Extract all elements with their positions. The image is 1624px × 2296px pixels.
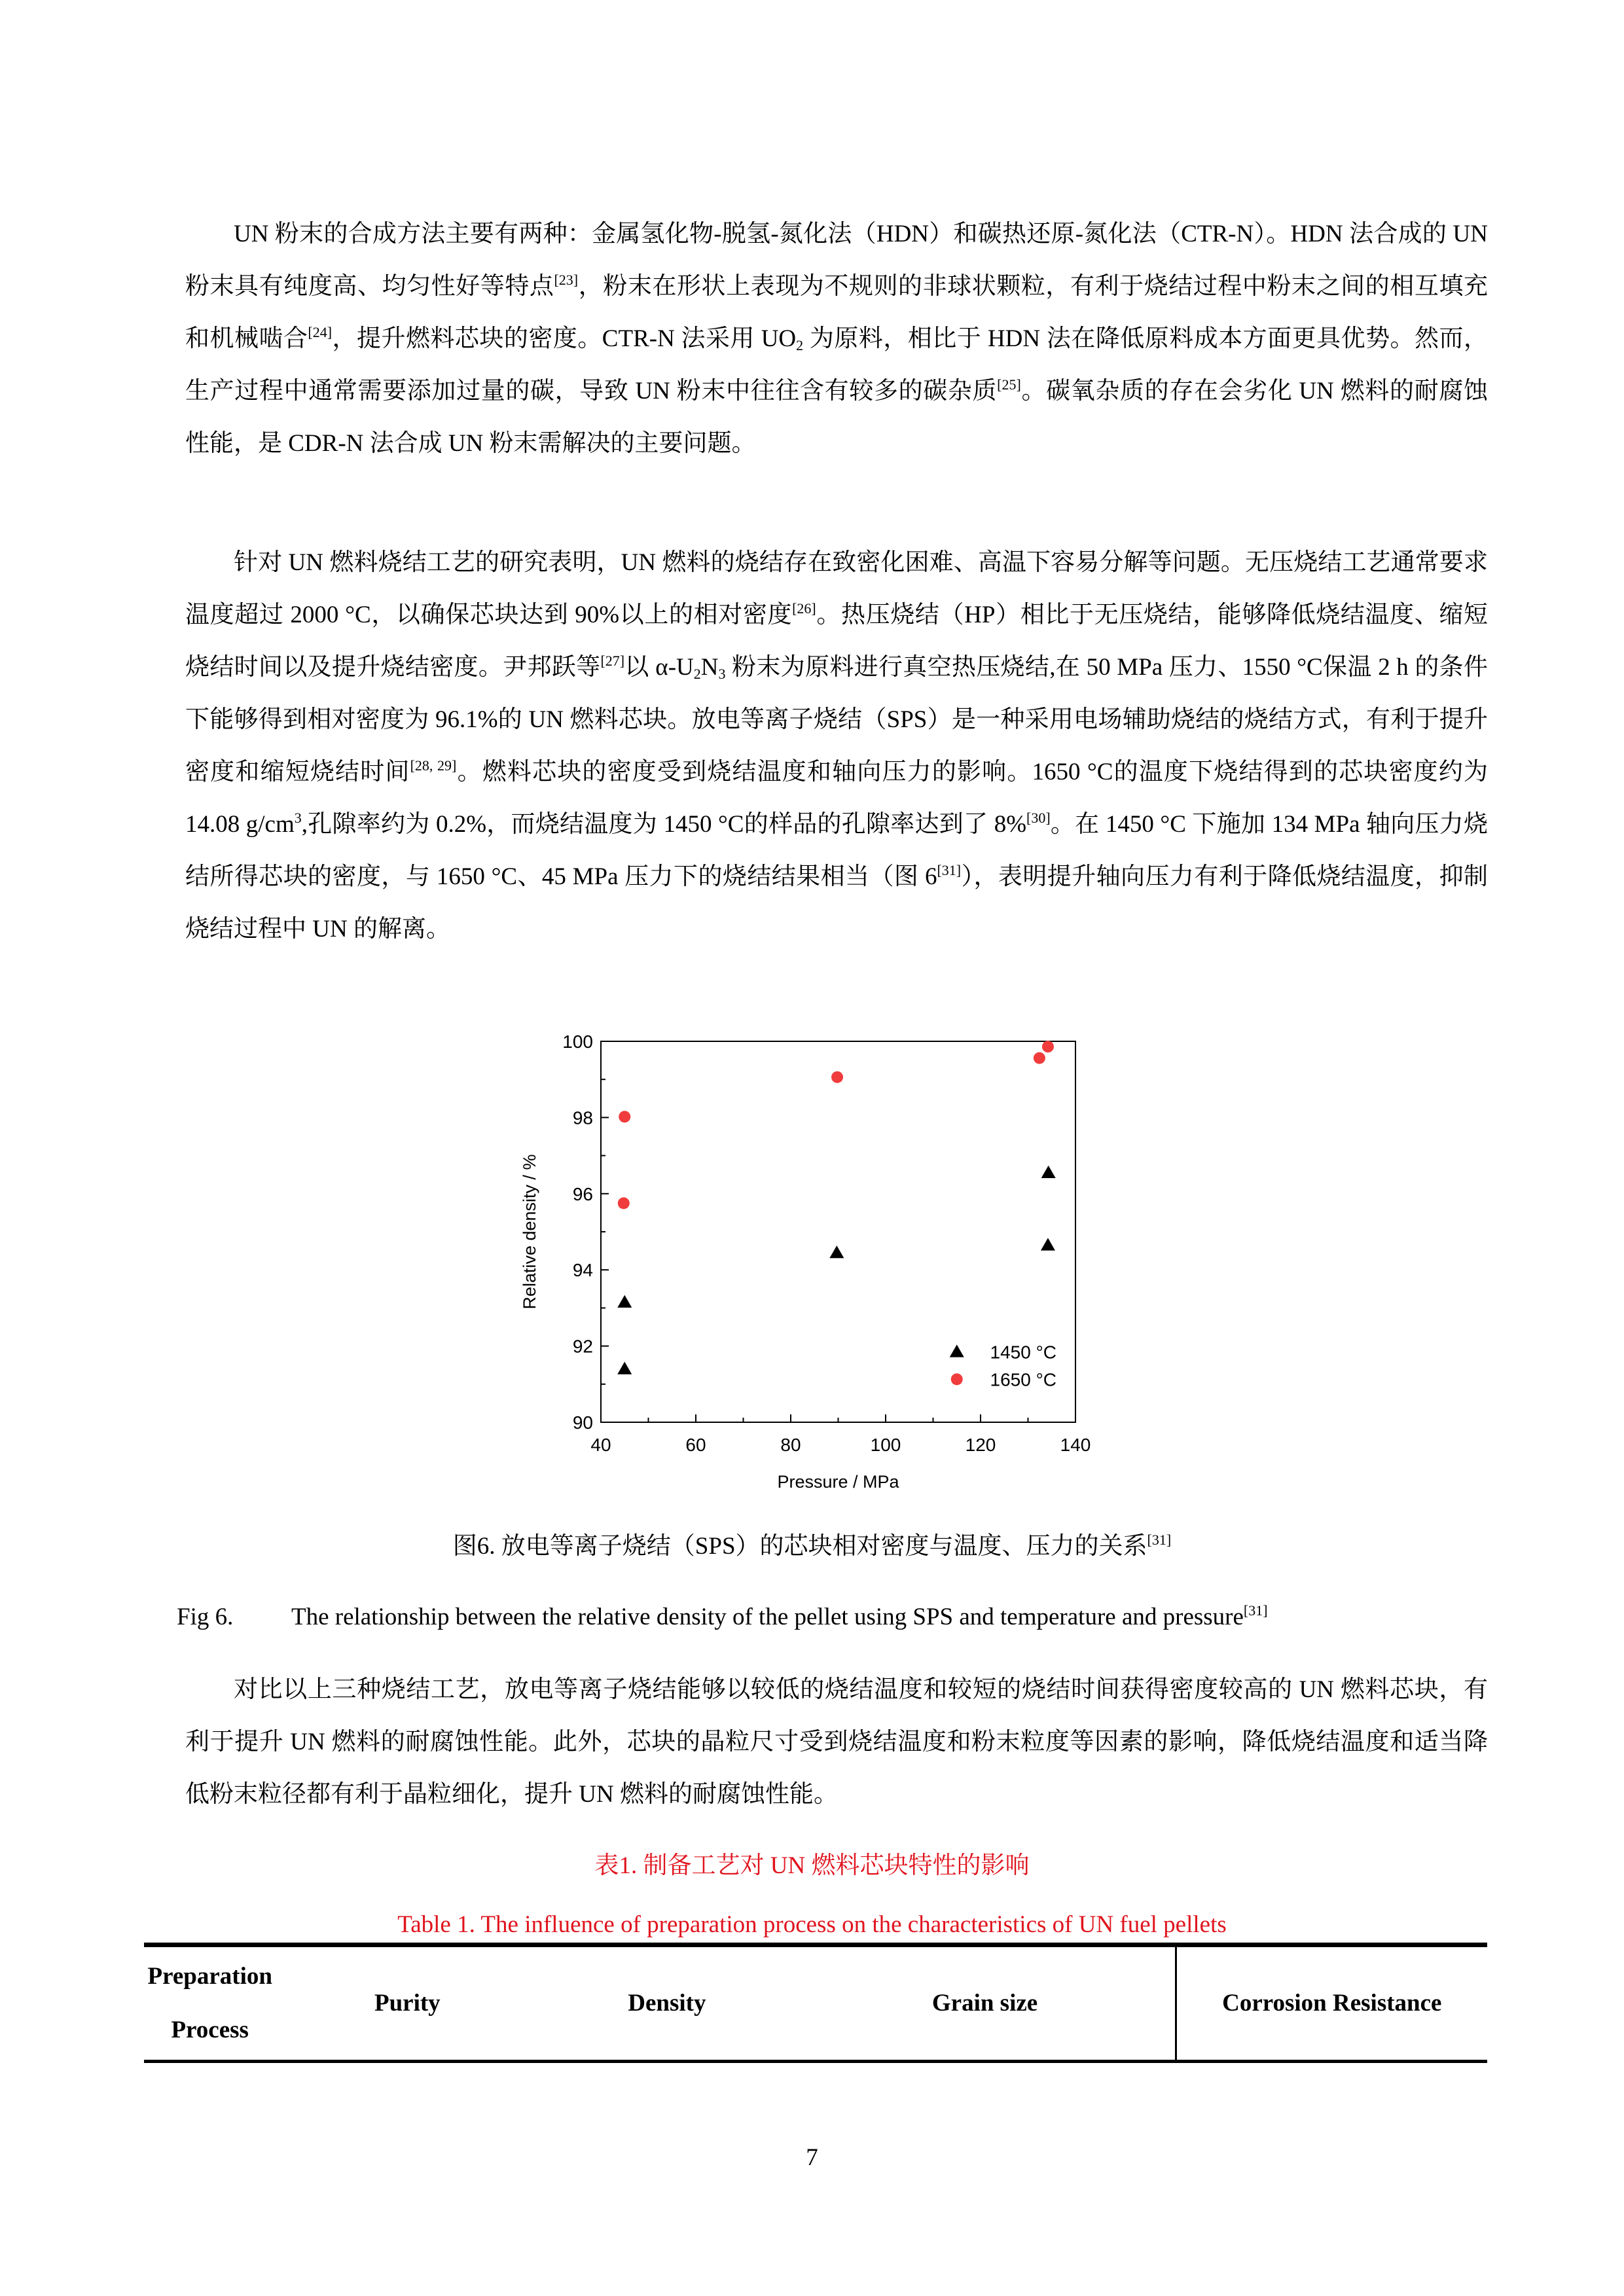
text-run: 对比以上三种烧结工艺，放电等离子烧结能够以较低的烧结温度和较短的烧结时间获得密度较高的 UN 燃料芯块，有利于提升 UN 燃料的耐腐蚀性能。此外，芯块的晶粒尺寸受到烧结温度和粉末粒度等因素的影响，降低烧结温度和适当降低粉末粒径都有利于晶粒细化，提升 UN 燃料的耐腐蚀性能。 bbox=[185, 1676, 1488, 1808]
header-corrosion-resistance: Corrosion Resistance bbox=[1176, 1945, 1487, 2062]
figure-6-scatter-chart bbox=[497, 1021, 1126, 1505]
x-tick-label: 140 bbox=[1060, 1435, 1091, 1455]
series-1650c bbox=[618, 1041, 1054, 1209]
data-points bbox=[617, 1041, 1055, 1374]
legend-circle-marker bbox=[951, 1373, 963, 1385]
paragraph-un-powder-synthesis bbox=[185, 208, 1488, 470]
axis-tick-labels bbox=[562, 1031, 1091, 1455]
subscript: 2 bbox=[796, 337, 804, 353]
header-text: Preparation bbox=[147, 1963, 272, 1990]
x-tick-label: 60 bbox=[685, 1435, 706, 1455]
data-point bbox=[1042, 1041, 1054, 1052]
header-density: Density bbox=[628, 1990, 706, 2017]
data-point bbox=[618, 1197, 630, 1209]
chart-svg bbox=[497, 1021, 1126, 1505]
text-run: ，提升燃料芯块的密度。CTR-N 法采用 UO bbox=[332, 325, 797, 352]
citation[interactable]: [26] bbox=[792, 600, 816, 617]
text-run: 为原料，相比于 HDN 法在降低原料成本方面更具优势。然而，生产过程中通常需要添加过量的碳，导致 UN 粉末中往往含有较多的碳杂质 bbox=[185, 325, 1488, 404]
data-point bbox=[619, 1111, 630, 1122]
x-tick-label: 40 bbox=[590, 1435, 611, 1455]
text-run: 。碳氧杂质的存在会劣化 UN 燃料的耐腐蚀性能，是 CDR-N 法合成 UN 粉末需解决的主要问题。 bbox=[185, 378, 1488, 457]
text-run: 粉末为原料进行真空热压烧结,在 50 MPa 压力、1550 °C保温 2 h 的条件下能够得到相对密度为 96.1%的 UN 燃料芯块。放电等离子烧结（SPS）是一种采用电场辅助烧结的烧结方式，有利于提升密度和缩短烧结时间 bbox=[185, 654, 1488, 785]
figure-caption-english bbox=[177, 1601, 1486, 1634]
superscript: 3 bbox=[294, 810, 302, 826]
data-point bbox=[1041, 1166, 1056, 1178]
legend-triangle-marker bbox=[950, 1344, 964, 1357]
legend-item bbox=[950, 1342, 1056, 1362]
citation[interactable]: [23] bbox=[554, 272, 579, 288]
caption-text: 图6. 放电等离子烧结（SPS）的芯块相对密度与温度、压力的关系 bbox=[452, 1533, 1147, 1560]
text-run: ），表明提升轴向压力有利于降低烧结温度，抑制烧结过程中 UN 的解离。 bbox=[185, 863, 1489, 942]
figure-label: Fig 6. bbox=[177, 1604, 234, 1630]
y-tick-label: 98 bbox=[572, 1107, 593, 1128]
plot-frame bbox=[601, 1041, 1075, 1422]
data-point bbox=[829, 1246, 844, 1258]
text-run: 。燃料芯块的密度受到烧结温度和轴向压力的影响。1650 °C的温度下烧结得到的芯块密度约为 14.08 g/cm bbox=[185, 759, 1489, 838]
legend-label: 1650 °C bbox=[990, 1369, 1056, 1390]
text-run: 针对 UN 燃料烧结工艺的研究表明，UN 燃料的烧结存在致密化困难、高温下容易分解等问题。无压烧结工艺通常要求温度超过 2000 °C，以确保芯块达到 90%以上的相对密度 bbox=[185, 549, 1488, 628]
data-point bbox=[831, 1071, 843, 1083]
y-tick-label: 90 bbox=[572, 1412, 593, 1433]
header-text: Process bbox=[171, 2017, 249, 2043]
citation[interactable]: [24] bbox=[308, 324, 333, 340]
citation[interactable]: [30] bbox=[1026, 810, 1051, 826]
page-number: 7 bbox=[806, 2144, 818, 2171]
citation[interactable]: [31] bbox=[937, 862, 962, 878]
text-run: UN 粉末的合成方法主要有两种：金属氢化物-脱氢-氮化法（HDN）和碳热还原-氮化法（CTR-N）。HDN 法合成的 UN 粉末具有纯度高、均匀性好等特点 bbox=[185, 221, 1488, 300]
text-run: ,孔隙率约为 0.2%，而烧结温度为 1450 °C的样品的孔隙率达到了 8% bbox=[301, 811, 1027, 838]
data-point bbox=[1041, 1238, 1055, 1250]
table-header-row bbox=[144, 1945, 1487, 2062]
header-preparation-process bbox=[144, 1945, 276, 2062]
figure-caption-chinese bbox=[0, 1530, 1624, 1563]
table-caption-english: Table 1. The influence of preparation process on the characteristics of UN fuel pellets bbox=[397, 1911, 1227, 1938]
y-tick-label: 92 bbox=[572, 1336, 593, 1357]
header-grain-size: Grain size bbox=[931, 1990, 1038, 2017]
x-tick-label: 80 bbox=[780, 1435, 801, 1455]
legend-item bbox=[951, 1369, 1056, 1390]
citation[interactable]: [28, 29] bbox=[410, 757, 457, 774]
table-caption-chinese: 表1. 制备工艺对 UN 燃料芯块特性的影响 bbox=[594, 1852, 1030, 1879]
text-run: N bbox=[700, 654, 719, 681]
caption-text: The relationship between the relative density of the pellet using SPS and temperature and pressure bbox=[291, 1604, 1244, 1630]
paragraph-comparison bbox=[185, 1664, 1488, 1821]
citation[interactable]: [31] bbox=[1243, 1602, 1268, 1619]
y-axis-label: Relative density / % bbox=[520, 1154, 539, 1310]
data-point bbox=[617, 1362, 632, 1374]
y-tick-label: 96 bbox=[572, 1183, 593, 1204]
x-axis-label: Pressure / MPa bbox=[777, 1472, 899, 1492]
citation[interactable]: [27] bbox=[600, 653, 625, 669]
data-point bbox=[617, 1295, 632, 1308]
legend-label: 1450 °C bbox=[990, 1342, 1056, 1363]
citation[interactable]: [25] bbox=[997, 376, 1021, 393]
text-run: ，粉末在形状上表现为不规则的非球状颗粒，有利于烧结过程中粉末之间的相互填充和机械啮合 bbox=[185, 273, 1489, 352]
citation[interactable]: [31] bbox=[1147, 1532, 1172, 1548]
header-purity: Purity bbox=[374, 1990, 441, 2017]
paragraph-sintering-process bbox=[185, 537, 1488, 956]
x-tick-label: 120 bbox=[965, 1435, 996, 1455]
subscript: 2 bbox=[693, 666, 701, 682]
subscript: 3 bbox=[718, 666, 726, 682]
chart-legend bbox=[950, 1342, 1056, 1390]
y-tick-label: 94 bbox=[572, 1260, 593, 1281]
x-tick-label: 100 bbox=[870, 1435, 901, 1455]
table-preparation-process bbox=[144, 1943, 1487, 2063]
data-point bbox=[1034, 1052, 1045, 1064]
text-run: 以 α-U bbox=[624, 654, 694, 681]
y-tick-label: 100 bbox=[562, 1031, 593, 1052]
text-run: 。在 1450 °C 下施加 134 MPa 轴向压力烧结所得芯块的密度，与 1650 °C、45 MPa 压力下的烧结结果相当（图 6 bbox=[185, 811, 1488, 890]
axis-ticks bbox=[601, 1041, 1075, 1422]
text-run: 。热压烧结（HP）相比于无压烧结，能够降低烧结温度、缩短烧结时间以及提升烧结密度。尹邦跃等 bbox=[185, 601, 1489, 681]
